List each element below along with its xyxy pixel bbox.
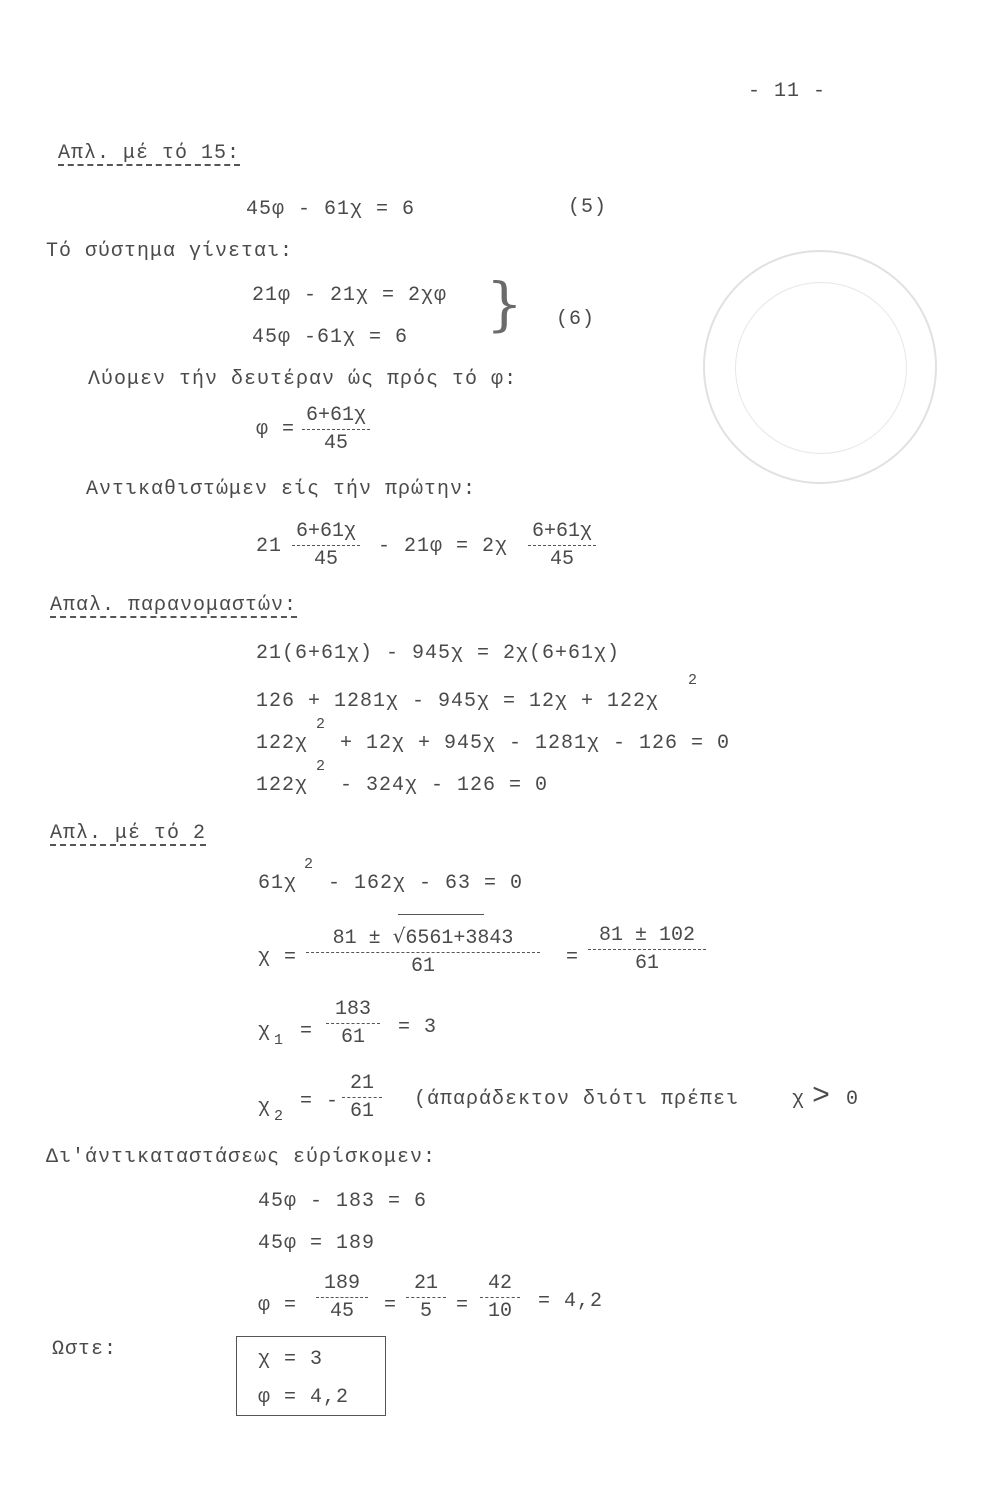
radicand: 6561+3843 <box>405 927 514 950</box>
x1-equals: = <box>300 1020 314 1043</box>
phi-final-fraction-2 <box>406 1272 446 1323</box>
expansion-line-4-b: - 324χ - 126 = 0 <box>340 774 549 797</box>
system-line-1: 21φ - 21χ = 2χφ <box>252 284 448 307</box>
substitute-text: Αντικαθιστώμεν είς τήν πρώτην: <box>86 478 477 501</box>
expansion-line-2: 126 + 1281χ - 945χ = 12χ + 122χ <box>256 690 660 713</box>
x2-lhs: χ <box>258 1096 272 1119</box>
fraction-bar <box>292 545 360 546</box>
x-formula-equals: = <box>566 946 580 969</box>
expansion-line-3-exponent: 2 <box>316 716 327 733</box>
system-intro: Τό σύστημα γίνεται: <box>46 240 294 263</box>
fraction-denominator: 45 <box>314 548 339 571</box>
quadratic-exponent: 2 <box>304 856 315 873</box>
system-line-2: 45φ -61χ = 6 <box>252 326 409 349</box>
x-formula-lhs: χ = <box>258 946 298 969</box>
x2-subscript: 2 <box>274 1108 285 1125</box>
x2-fraction <box>342 1072 382 1123</box>
library-seal <box>703 250 937 484</box>
phi-fraction-denominator: 45 <box>324 432 349 455</box>
substitute-fraction-2 <box>528 520 596 571</box>
x2-condition-variable: χ <box>792 1088 806 1111</box>
phi-line-2: 45φ = 189 <box>258 1232 376 1255</box>
expansion-line-4-a: 122χ <box>256 774 309 797</box>
fraction-bar <box>480 1297 520 1298</box>
fraction-numerator: 21 <box>413 1272 438 1295</box>
fraction-denominator: 45 <box>550 548 575 571</box>
fraction-bar <box>342 1097 382 1098</box>
fraction-denominator: 10 <box>487 1300 512 1323</box>
fraction-denominator: 61 <box>634 952 659 975</box>
fraction-bar <box>528 545 596 546</box>
fraction-numerator: 189 <box>323 1272 360 1295</box>
x1-lhs: χ <box>258 1020 272 1043</box>
fraction-bar <box>326 1023 380 1024</box>
x1-result: = 3 <box>398 1016 438 1039</box>
fraction-numerator: 183 <box>334 998 371 1021</box>
phi-fraction-numerator: 6+61χ <box>306 404 367 427</box>
expansion-line-2-exponent: 2 <box>688 672 699 689</box>
heading-simplify-15: Απλ. μέ τό 15: <box>58 142 241 165</box>
fraction-bar <box>302 429 370 430</box>
x2-note: (άπαράδεκτον διότι πρέπει <box>414 1088 740 1111</box>
fraction-bar <box>406 1297 446 1298</box>
fraction-bar <box>588 949 706 950</box>
quadratic-b: - 162χ - 63 = 0 <box>328 872 524 895</box>
fraction-bar <box>316 1297 368 1298</box>
fraction-numerator: 81 ± 102 <box>598 924 695 947</box>
expansion-line-4-exponent: 2 <box>316 758 327 775</box>
x1-subscript: 1 <box>274 1032 285 1049</box>
substitute-middle: - 21φ = 2χ <box>378 535 509 558</box>
phi-final-lhs: φ = <box>258 1294 298 1317</box>
quadratic-formula-fraction <box>306 924 540 978</box>
page-number: - 11 - <box>748 80 827 103</box>
result-x: χ = 3 <box>258 1348 324 1371</box>
radical-sign: √ <box>392 924 406 948</box>
substitute-coef: 21 <box>256 535 283 558</box>
expansion-line-1: 21(6+61χ) - 945χ = 2χ(6+61χ) <box>256 642 621 665</box>
heading-simplify-2: Απλ. μέ τό 2 <box>50 822 207 845</box>
phi-line-1: 45φ - 183 = 6 <box>258 1190 428 1213</box>
x2-condition-zero: 0 <box>846 1088 860 1111</box>
expansion-line-3-a: 122χ <box>256 732 309 755</box>
x-formula-fraction-2 <box>588 924 706 975</box>
phi-fraction <box>302 404 370 455</box>
equation-5: 45φ - 61χ = 6 <box>246 198 416 221</box>
quadratic-formula-numerator <box>306 924 540 950</box>
quadratic-a: 61χ <box>258 872 298 895</box>
greater-than-sign: > <box>812 1080 832 1114</box>
system-brace: } <box>486 270 523 338</box>
numerator-term: 81 ± <box>332 927 381 950</box>
fraction-denominator: 61 <box>410 955 435 978</box>
system-label: (6) <box>556 308 596 331</box>
fraction-numerator: 21 <box>349 1072 374 1095</box>
solve-text: Λύομεν τήν δευτέραν ώς πρός τό φ: <box>88 368 518 391</box>
phi-final-result: = 4,2 <box>538 1290 604 1313</box>
fraction-numerator: 6+61χ <box>296 520 357 543</box>
fraction-bar <box>306 952 540 953</box>
phi-final-fraction-1 <box>316 1272 368 1323</box>
heading-clear-denominators: Απαλ. παρανομαστών: <box>50 594 298 617</box>
phi-final-equals-2: = <box>456 1294 470 1317</box>
equation-5-label: (5) <box>568 196 608 219</box>
expansion-line-3-b: + 12χ + 945χ - 1281χ - 126 = 0 <box>340 732 731 755</box>
conclusion-label: Ωστε: <box>52 1338 118 1361</box>
phi-final-fraction-3 <box>480 1272 520 1323</box>
fraction-numerator: 6+61χ <box>532 520 593 543</box>
fraction-denominator: 61 <box>340 1026 365 1049</box>
radical-bar <box>398 914 484 915</box>
substitution-text: Δι'άντικαταστάσεως εύρίσκομεν: <box>46 1146 437 1169</box>
substitute-fraction-1 <box>292 520 360 571</box>
x2-equals: = - <box>300 1090 340 1113</box>
fraction-numerator: 42 <box>487 1272 512 1295</box>
seal-inner-ring <box>735 282 907 454</box>
fraction-denominator: 61 <box>349 1100 374 1123</box>
phi-final-equals-1: = <box>384 1294 398 1317</box>
phi-lhs: φ = <box>256 418 296 441</box>
x1-fraction <box>326 998 380 1049</box>
fraction-denominator: 45 <box>329 1300 354 1323</box>
fraction-denominator: 5 <box>419 1300 432 1323</box>
result-phi: φ = 4,2 <box>258 1386 350 1409</box>
